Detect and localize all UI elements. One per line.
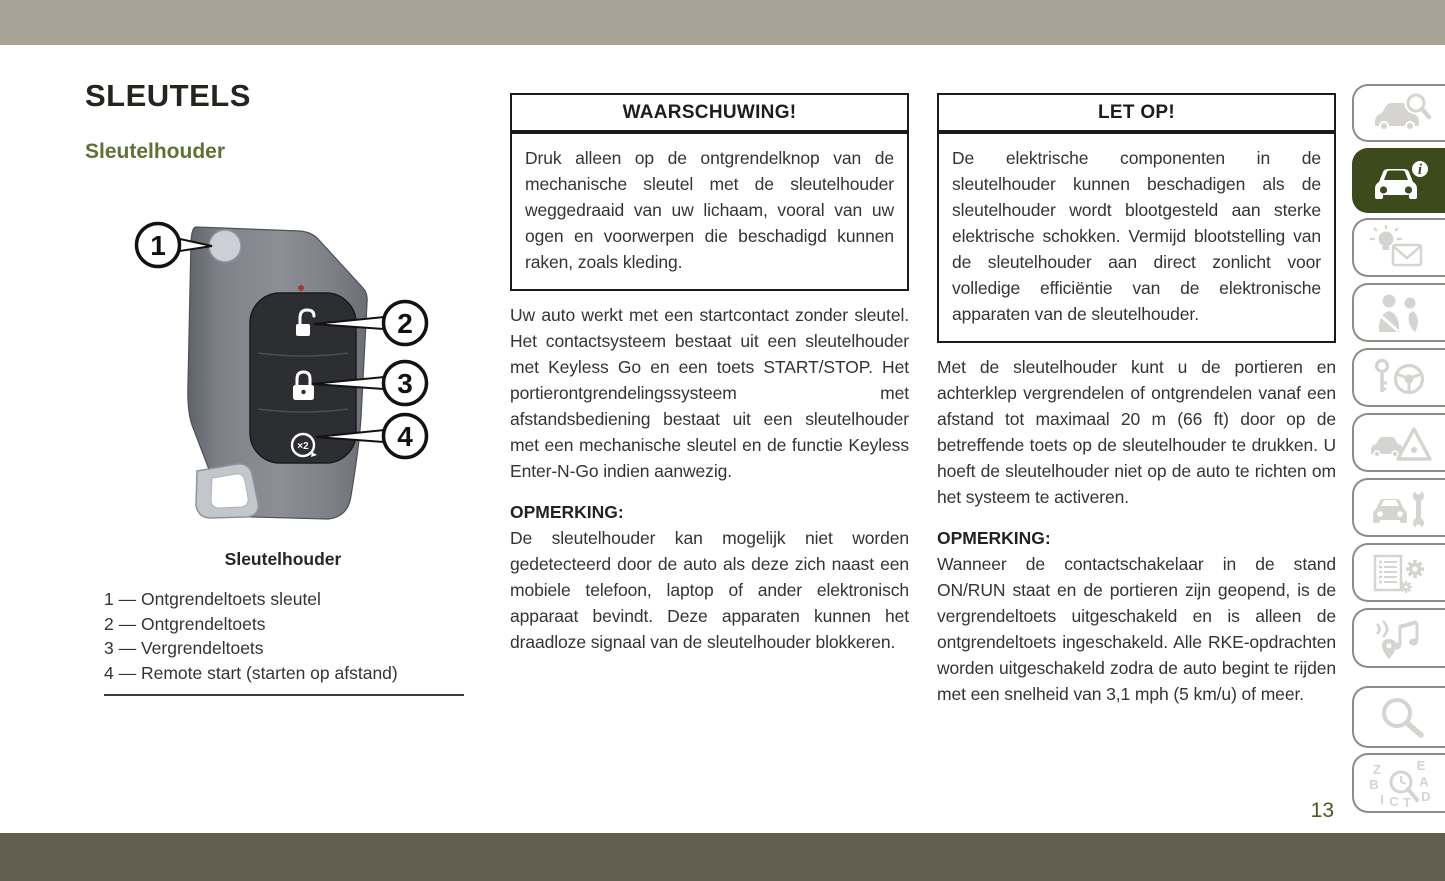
sidebar-tab-starting-driving[interactable] — [1352, 348, 1445, 407]
key-steering-wheel-icon — [1369, 355, 1433, 401]
page-number: 13 — [1310, 799, 1334, 822]
svg-text:Z: Z — [1372, 762, 1381, 777]
alphabetical-index-icon — [1369, 758, 1433, 808]
caution-box-title: LET OP! — [937, 93, 1336, 132]
middle-note-text: De sleutelhouder kan mogelijk niet worden gedetecteerd door de auto als deze zich naast een mobiele telefoon, laptop of ander elektronisch apparaat bevindt. Deze apparaten kunnen het draadloze signaal van de sleutelhouder blokkeren. — [510, 528, 909, 652]
sidebar-tab-warning-lights[interactable] — [1352, 218, 1445, 277]
key-release-button — [209, 230, 241, 262]
sidebar-tab-maintenance[interactable] — [1352, 478, 1445, 537]
info-badge-letter: i — [1417, 161, 1422, 178]
car-warning-triangle-icon — [1369, 420, 1433, 466]
left-column — [85, 78, 480, 164]
callout-3: 3 — [397, 368, 413, 399]
car-search-icon — [1369, 90, 1433, 136]
callout-4: 4 — [397, 421, 413, 452]
fob-led — [298, 285, 304, 291]
sidebar-tab-alphabetical-index[interactable] — [1352, 753, 1445, 813]
legend-item-1: 1 — Ontgrendeltoets sleutel — [104, 589, 321, 609]
warning-box-body: Druk alleen op de ontgrendelknop van de mechanische sleutel met de sleutelhouder weggedraaid van uw lichaam, vooral van uw ogen en voorwerpen die beschadigd kunnen raken, zoals kleding. — [510, 132, 909, 291]
warning-box — [510, 93, 909, 291]
callout-2: 2 — [397, 308, 413, 339]
search-magnifier-icon — [1369, 694, 1433, 740]
bulb-envelope-icon — [1369, 225, 1433, 271]
right-note-label: OPMERKING: — [937, 528, 1051, 548]
top-header-bar — [0, 0, 1445, 45]
sidebar-tab-occupant-safety[interactable] — [1352, 283, 1445, 342]
figure-legend — [104, 587, 464, 696]
middle-column — [510, 93, 909, 655]
svg-text:D: D — [1420, 789, 1431, 804]
key-blade-hole — [211, 474, 248, 508]
callout-1: 1 — [150, 230, 166, 261]
caution-box-body: De elektrische componenten in de sleutelhouder kunnen beschadigen als de sleutelhouder wordt blootgesteld aan sterke elektrische schokken. Vermijd blootstelling van de sleutelhouder aan direct zonlicht voor volledige efficiëntie van de elektronische apparaten van de sleutelhouder. — [937, 132, 1336, 343]
occupant-safety-icon — [1369, 290, 1433, 336]
svg-text:B: B — [1368, 777, 1379, 792]
middle-paragraph: Uw auto werkt met een startcontact zonder sleutel. Het contactsysteem bestaat uit een sleutelhouder met Keyless Go en een toets START/STOP. Het portierontgrendelingssysteem met afstandsbediening bestaat uit een sleutelhouder met een mechanische sleutel en de functie Keyless Enter-N-Go indien aanwezig. — [510, 305, 909, 481]
svg-text:I: I — [1379, 792, 1384, 807]
legend-item-3: 3 — Vergrendeltoets — [104, 638, 264, 658]
key-fob-illustration — [100, 213, 480, 548]
figure-caption: Sleutelhouder — [224, 549, 342, 569]
car-wrench-icon — [1369, 485, 1433, 531]
sidebar-tab-emergency[interactable] — [1352, 413, 1445, 472]
sidebar-tab-multimedia[interactable] — [1352, 608, 1445, 668]
sidebar-tab-technical-data[interactable] — [1352, 543, 1445, 602]
section-subtitle: Sleutelhouder — [85, 140, 226, 163]
warning-box-title: WAARSCHUWING! — [510, 93, 909, 132]
svg-text:T: T — [1402, 795, 1411, 808]
sidebar-tab-vehicle-overview[interactable] — [1352, 84, 1445, 142]
multimedia-icon — [1369, 615, 1433, 661]
caution-box — [937, 93, 1336, 343]
list-gears-icon — [1369, 550, 1433, 596]
sidebar-tab-search[interactable] — [1352, 686, 1445, 748]
svg-text:A: A — [1418, 774, 1429, 789]
remote-start-x2-label: ×2 — [297, 441, 309, 452]
right-column — [937, 93, 1336, 707]
right-note-text: Wanneer de contactschakelaar in de stand ON/RUN staat en de portieren zijn geopend, is de vergrendeltoets uitgeschakeld en is alleen de ontgrendeltoets ingeschakeld. Alle RKE-opdrachten worden uitgeschakeld zodra de auto begint te rijden met een snelheid van 3,1 mph (5 km/u) of meer. — [937, 554, 1336, 704]
middle-note-label: OPMERKING: — [510, 502, 624, 522]
right-paragraph: Met de sleutelhouder kunt u de portieren en achterklep vergrendelen of ontgrendelen vanaf een afstand tot maximaal 20 m (66 ft) door op de betreffende toets op de sleutelhouder te drukken. U hoeft de sleutelhouder niet op de auto te richten om het systeem te activeren. — [937, 357, 1336, 507]
legend-item-2: 2 — Ontgrendeltoets — [104, 613, 266, 634]
legend-item-4: 4 — Remote start (starten op afstand) — [104, 662, 398, 683]
page-title: SLEUTELS — [85, 78, 251, 113]
car-info-icon — [1369, 157, 1433, 205]
svg-text:E: E — [1416, 758, 1425, 773]
bottom-footer-bar — [0, 833, 1445, 881]
sidebar-tab-vehicle-info-active[interactable] — [1352, 148, 1445, 213]
svg-text:C: C — [1388, 794, 1399, 808]
